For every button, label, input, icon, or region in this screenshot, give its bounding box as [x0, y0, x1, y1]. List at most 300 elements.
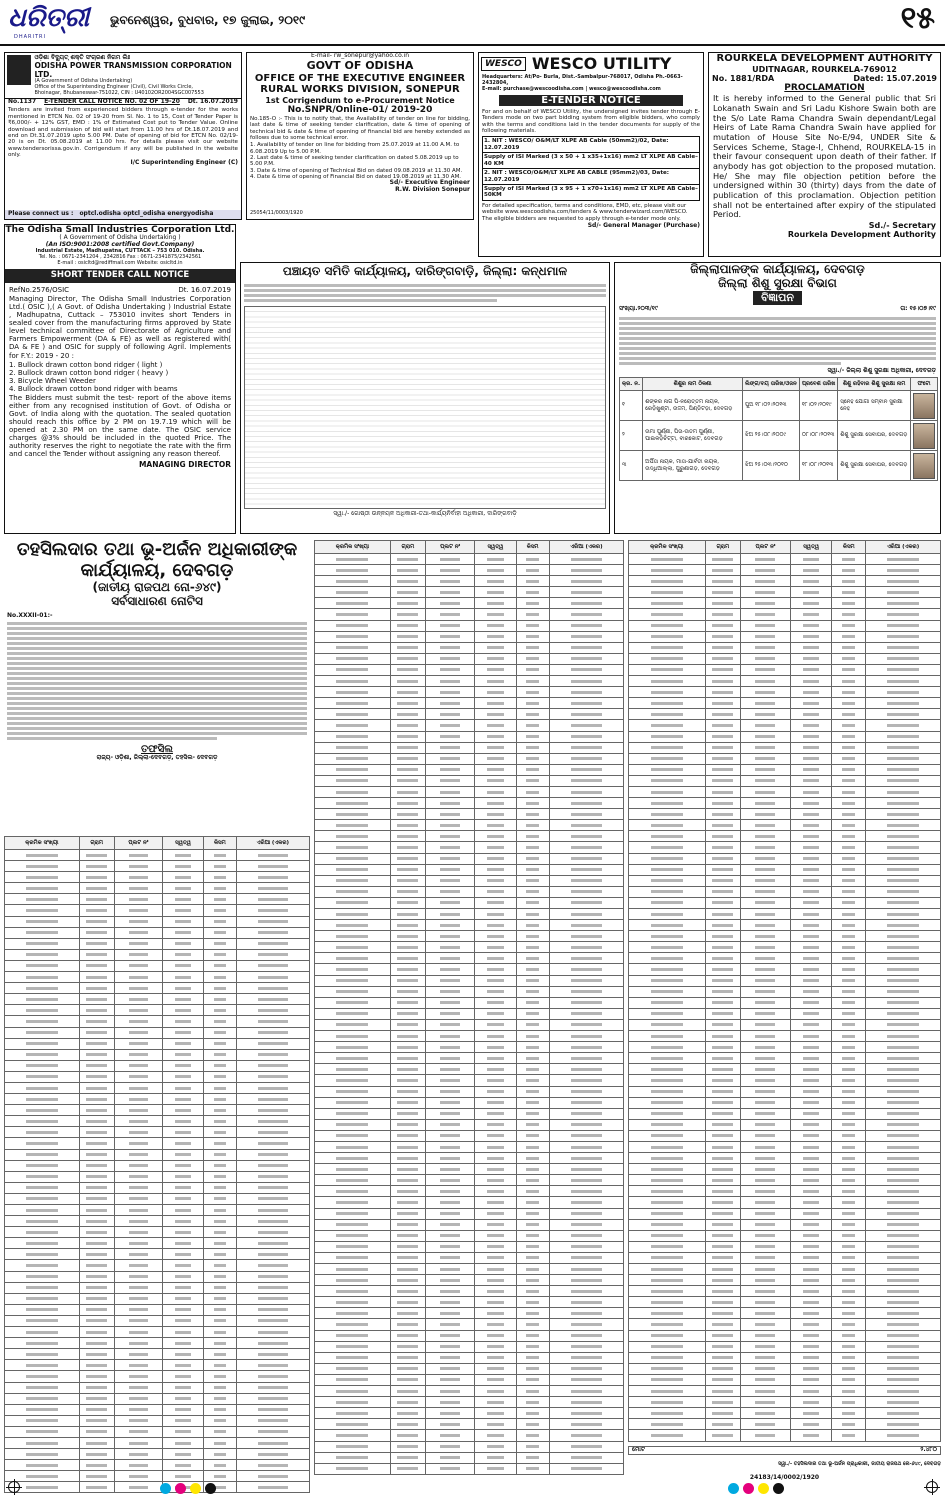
- table-cell: [203, 905, 236, 916]
- table-row: [315, 1053, 624, 1064]
- table-cell: [236, 1171, 309, 1182]
- table-cell: [236, 1482, 309, 1493]
- land-schedule-header: କ୍ରମିକ ସଂଖ୍ୟା: [629, 541, 706, 554]
- table-cell: [516, 764, 549, 775]
- table-cell: ଉମା ପୁର୍ଣ୍ଣୀ, ପିତା-ଉତମ ପୁର୍ଣ୍ଣୀ, ପାଇକଡ଼ିଚିଟ୍ଟା, ବାରକୋଟ, ଦେବଗଡ଼: [643, 421, 743, 451]
- table-cell: ଝିଅ ୨୫।୦୮।୨୦୦୯: [742, 421, 799, 451]
- table-cell: [629, 631, 706, 642]
- table-cell: [236, 1238, 309, 1249]
- table-cell: [705, 1319, 740, 1330]
- table-cell: [832, 1208, 866, 1219]
- table-cell: [832, 1341, 866, 1352]
- table-row: [315, 1441, 624, 1452]
- table-cell: [5, 1315, 80, 1326]
- table-cell: [866, 1086, 941, 1097]
- table-cell: [203, 994, 236, 1005]
- th-title2: କାର୍ଯ୍ୟାଳୟ, ଦେବଗଡ଼: [80, 559, 234, 581]
- table-cell: [790, 1241, 832, 1252]
- table-cell: [832, 1264, 866, 1275]
- table-cell: [549, 809, 623, 820]
- table-row: [5, 1260, 310, 1271]
- table-cell: [549, 1275, 623, 1286]
- table-cell: [390, 886, 425, 897]
- table-cell: [475, 598, 516, 609]
- table-cell: [79, 1249, 114, 1260]
- table-row: [315, 664, 624, 675]
- table-row: [5, 949, 310, 960]
- table-cell: [475, 1452, 516, 1463]
- table-row: [629, 1153, 941, 1164]
- table-cell: [705, 731, 740, 742]
- table-cell: [425, 909, 474, 920]
- table-cell: [315, 1319, 391, 1330]
- table-row: [629, 1141, 941, 1152]
- table-cell: [832, 620, 866, 631]
- rwd-line5: No.SNPR/Online-01/ 2019-20: [287, 104, 433, 115]
- table-cell: [236, 1049, 309, 1060]
- table-cell: [705, 1197, 740, 1208]
- table-cell: [203, 1105, 236, 1116]
- table-cell: [390, 864, 425, 875]
- table-cell: [549, 1175, 623, 1186]
- wesco-body: For and on behalf of WESCO Utility, the undersigned invites tender through E-Tenders mode on two part bidding system from eligible bidders, who comply with the terms and conditions laid in the tender documents for supply of the following materials.: [482, 109, 700, 135]
- table-cell: [549, 975, 623, 986]
- table-cell: [629, 875, 706, 886]
- table-cell: [629, 853, 706, 864]
- osic-sub1: ( A Government of Odisha Undertaking ): [59, 234, 181, 242]
- table-row: [315, 1297, 624, 1308]
- table-cell: [516, 1164, 549, 1175]
- table-cell: [475, 1252, 516, 1263]
- table-cell: [629, 620, 706, 631]
- table-cell: [705, 1186, 740, 1197]
- table-cell: [516, 1441, 549, 1452]
- table-cell: [705, 1086, 740, 1097]
- table-cell: ଅର୍ପିତା ନାୟକ, ମାତା-ଯାର୍ବତୀ ନାୟକ, ଉଦ୍ଧିଆଲ୍ଲା, ପୁରୁଣାଗଡ଼, ଦେବଗଡ଼: [643, 451, 743, 481]
- table-cell: [866, 1241, 941, 1252]
- table-cell: [163, 1094, 204, 1105]
- table-cell: [705, 1164, 740, 1175]
- table-cell: [5, 872, 80, 883]
- table-cell: [741, 1275, 791, 1286]
- table-cell: [629, 554, 706, 565]
- table-cell: [516, 1141, 549, 1152]
- table-cell: [790, 631, 832, 642]
- table-row: [5, 850, 310, 861]
- table-cell: [832, 975, 866, 986]
- table-cell: [315, 753, 391, 764]
- table-cell: [475, 1008, 516, 1019]
- table-cell: [315, 1441, 391, 1452]
- rda-sig1: Sd./- Secretary: [868, 220, 936, 230]
- table-cell: [705, 631, 740, 642]
- table-cell: [236, 1327, 309, 1338]
- table-cell: [475, 676, 516, 687]
- table-cell: [390, 1097, 425, 1108]
- table-cell: [705, 687, 740, 698]
- table-cell: [203, 894, 236, 905]
- table-cell: [79, 1049, 114, 1060]
- table-cell: [390, 964, 425, 975]
- th-state-line: ରାଜ୍ୟ- ଓଡ଼ିଶା, ଜିଲ୍ଲା-ଦେବଗଡ଼, ତହସିଲ- ଦେବଗଡ଼: [96, 754, 218, 762]
- land-schedule-header: କ୍ରମିକ ସଂଖ୍ୟା: [5, 837, 80, 850]
- table-cell: [705, 1374, 740, 1385]
- table-cell: [832, 1352, 866, 1363]
- table-cell: [790, 1374, 832, 1385]
- table-cell: [114, 1449, 163, 1460]
- table-cell: [790, 653, 832, 664]
- table-row: [629, 687, 941, 698]
- table-row: [629, 731, 941, 742]
- table-cell: [425, 1164, 474, 1175]
- table-cell: [832, 742, 866, 753]
- table-row: [315, 931, 624, 942]
- table-cell: [425, 1208, 474, 1219]
- table-row: [629, 753, 941, 764]
- table-cell: [475, 1363, 516, 1374]
- optcl-name: ODISHA POWER TRANSMISSION CORPORATION LTD.: [34, 60, 232, 79]
- table-cell: [705, 1119, 740, 1130]
- table-row: [315, 1042, 624, 1053]
- table-cell: [5, 1027, 80, 1038]
- table-cell: [425, 1064, 474, 1075]
- table-cell: [79, 1205, 114, 1216]
- child-photo-icon: [913, 423, 935, 449]
- table-cell: [475, 1053, 516, 1064]
- table-cell: [790, 942, 832, 953]
- table-cell: [475, 1297, 516, 1308]
- table-cell: [475, 1419, 516, 1430]
- table-cell: [790, 1397, 832, 1408]
- table-cell: [114, 916, 163, 927]
- table-cell: [315, 1463, 391, 1474]
- table-row: [315, 1075, 624, 1086]
- table-cell: [516, 1452, 549, 1463]
- table-cell: [705, 565, 740, 576]
- table-cell: [203, 1415, 236, 1426]
- osic-body2: The Bidders must submit the test- report of the above items either from any recognised institution of Govt. of Odisha or Govt. of India along with the quotation. The sealed quotation should reach this office by 2 PM on 19.7.19 which will be opened at 2.30 PM on the same date. The OSIC service charges @3% should be included in the quoted Price. The authority reserves the right to negotiate the rate with the firm and cancel the Tender without assigning any reason thereof.: [9, 393, 231, 459]
- table-cell: [315, 1197, 391, 1208]
- table-cell: [390, 931, 425, 942]
- table-cell: [705, 1352, 740, 1363]
- table-row: [315, 1164, 624, 1175]
- table-cell: [549, 1463, 623, 1474]
- table-cell: [236, 1460, 309, 1471]
- table-cell: [516, 1241, 549, 1252]
- rda-address: UDITNAGAR, ROURKELA-769012: [752, 64, 897, 74]
- table-cell: [390, 631, 425, 642]
- table-cell: [790, 742, 832, 753]
- table-cell: [475, 1275, 516, 1286]
- table-cell: [549, 1341, 623, 1352]
- table-cell: [790, 809, 832, 820]
- table-cell: [315, 1141, 391, 1152]
- table-cell: [705, 786, 740, 797]
- table-cell: [832, 942, 866, 953]
- table-row: [5, 1094, 310, 1105]
- table-cell: [866, 609, 941, 620]
- table-cell: [549, 1219, 623, 1230]
- table-row: [315, 909, 624, 920]
- table-cell: [516, 698, 549, 709]
- table-cell: [5, 883, 80, 894]
- table-cell: [741, 1108, 791, 1119]
- land-schedule-header: ଗ୍ରାମ: [390, 541, 425, 554]
- table-cell: [236, 994, 309, 1005]
- table-cell: [790, 1219, 832, 1230]
- table-row: [629, 953, 941, 964]
- table-cell: [549, 997, 623, 1008]
- table-cell: [163, 1260, 204, 1271]
- table-cell: [475, 1264, 516, 1275]
- table-cell: [79, 1327, 114, 1338]
- table-cell: [425, 853, 474, 864]
- table-row: [5, 1360, 310, 1371]
- osic-tel: Tel. No. : 0671-2341204 , 2342816 Fax : 0671-2341875/2342561: [38, 253, 202, 260]
- table-cell: [705, 964, 740, 975]
- table-row: [315, 1252, 624, 1263]
- table-cell: [475, 842, 516, 853]
- table-cell: [236, 1249, 309, 1260]
- table-row: [629, 620, 941, 631]
- table-cell: [79, 1182, 114, 1193]
- table-cell: [79, 927, 114, 938]
- table-cell: [832, 831, 866, 842]
- table-cell: [866, 1008, 941, 1019]
- table-cell: [516, 1297, 549, 1308]
- table-cell: [425, 753, 474, 764]
- table-cell: [236, 960, 309, 971]
- table-cell: [390, 565, 425, 576]
- rda-body: It is hereby informed to the General public that Sri Lokanath Swain and Sri Ladu Kishore Swain both are the S/o Late Rama Chandra Swain dependant/Legal Heirs of Late Rama Chandra Swain have applied for mutation of House Site No-E/94, UNDER Site & Services Scheme, Stage-I, Chhend, ROURKELA-15 in their favour consequent upon death of their father. If anybody has got objection to the proposed mutation. He/ She may file objection petition before the undersigned within 30 (thirty) days from the date of publication of this proclamation. Objection petition shall not be entertained after expiry of the stipulated Period.: [713, 93, 936, 220]
- table-cell: [163, 894, 204, 905]
- th-ref: No.XXXII-01:-: [7, 611, 53, 619]
- table-cell: [425, 798, 474, 809]
- table-cell: [705, 1430, 740, 1441]
- table-cell: [236, 1260, 309, 1271]
- table-cell: [475, 554, 516, 565]
- rwd-code: 25054/11/0003/1920: [250, 210, 303, 217]
- table-cell: [425, 1108, 474, 1119]
- table-cell: ପୁଅ ୧୮।୦୨।୨୦୧୩: [742, 391, 799, 421]
- table-cell: [866, 687, 941, 698]
- table-cell: [5, 1182, 80, 1193]
- table-row: [629, 831, 941, 842]
- table-cell: [629, 1419, 706, 1430]
- table-cell: [79, 1393, 114, 1404]
- land-schedule-header: କିସମ: [516, 541, 549, 554]
- table-row: [315, 1130, 624, 1141]
- table-row: [315, 587, 624, 598]
- table-cell: [629, 931, 706, 942]
- table-row: [315, 576, 624, 587]
- table-cell: [866, 798, 941, 809]
- table-cell: [5, 949, 80, 960]
- table-cell: [236, 1182, 309, 1193]
- table-cell: [516, 1097, 549, 1108]
- table-cell: [315, 1208, 391, 1219]
- table-cell: [114, 1105, 163, 1116]
- table-cell: [425, 576, 474, 587]
- table-cell: [203, 916, 236, 927]
- land-schedule-header: ଏରିଆ (ଏକର): [236, 837, 309, 850]
- osic-item: 2. Bullock drawn cotton bond ridger ( heavy ): [9, 368, 169, 377]
- table-cell: [790, 1031, 832, 1042]
- table-cell: [5, 938, 80, 949]
- table-cell: [315, 1341, 391, 1352]
- table-row: [5, 872, 310, 883]
- table-cell: [790, 986, 832, 997]
- table-cell: [741, 1374, 791, 1385]
- table-cell: [741, 864, 791, 875]
- table-cell: [832, 986, 866, 997]
- table-cell: [516, 997, 549, 1008]
- table-cell: [203, 1016, 236, 1027]
- table-cell: [705, 742, 740, 753]
- table-row: [315, 620, 624, 631]
- table-cell: [475, 576, 516, 587]
- color-swatch-icon: [205, 1483, 216, 1494]
- table-cell: [866, 642, 941, 653]
- table-cell: [390, 975, 425, 986]
- table-cell: [425, 664, 474, 675]
- table-cell: [866, 1386, 941, 1397]
- cp-header-cell: କ୍ର. ନ.: [620, 378, 643, 391]
- land-schedule-header: ସ୍ୱତ୍ୱ: [475, 541, 516, 554]
- table-cell: [516, 942, 549, 953]
- table-cell: [425, 1363, 474, 1374]
- table-cell: [475, 565, 516, 576]
- color-swatch-icon: [175, 1483, 186, 1494]
- table-cell: [741, 676, 791, 687]
- table-cell: [315, 1430, 391, 1441]
- table-cell: [315, 731, 391, 742]
- th-table-col3: [628, 540, 941, 1442]
- table-cell: [390, 1275, 425, 1286]
- table-cell: [741, 986, 791, 997]
- table-cell: [475, 731, 516, 742]
- table-cell: [5, 1415, 80, 1426]
- table-cell: [203, 1094, 236, 1105]
- table-cell: [425, 687, 474, 698]
- table-cell: [629, 1031, 706, 1042]
- table-cell: [741, 1419, 791, 1430]
- table-cell: [425, 1186, 474, 1197]
- table-cell: [163, 872, 204, 883]
- table-cell: [114, 1482, 163, 1493]
- table-cell: [163, 1049, 204, 1060]
- table-cell: [203, 927, 236, 938]
- table-cell: [79, 1160, 114, 1171]
- optcl-footer: Please connect us :: [8, 210, 74, 218]
- table-cell: [475, 953, 516, 964]
- wesco-nit1: 1. NIT : WESCO/ O&M/LT XLPE AB Cable (50mm2)/02, Date: 12.07.2019: [483, 137, 699, 153]
- table-cell: [866, 1164, 941, 1175]
- table-cell: [236, 1116, 309, 1127]
- table-cell: [629, 1386, 706, 1397]
- table-cell: [79, 1094, 114, 1105]
- table-cell: [315, 709, 391, 720]
- child-photo: [910, 421, 937, 451]
- table-cell: [705, 1230, 740, 1241]
- table-cell: [203, 1382, 236, 1393]
- table-cell: [5, 1049, 80, 1060]
- page-number: ୧୫: [900, 1, 935, 36]
- table-cell: [315, 1308, 391, 1319]
- table-cell: [866, 1119, 941, 1130]
- table-cell: [5, 972, 80, 983]
- table-cell: [790, 554, 832, 565]
- table-cell: [475, 1086, 516, 1097]
- table-row: [629, 1164, 941, 1175]
- table-cell: [390, 753, 425, 764]
- table-cell: [390, 698, 425, 709]
- cp-title1: ଜିଲ୍ଲାପାଳଙ୍କ କାର୍ଯ୍ୟାଳୟ, ଦେବଗଡ଼: [690, 262, 865, 276]
- table-cell: [832, 931, 866, 942]
- table-cell: [5, 1393, 80, 1404]
- table-cell: [866, 565, 941, 576]
- table-cell: [5, 1404, 80, 1415]
- table-cell: [236, 1426, 309, 1437]
- table-cell: [549, 1042, 623, 1053]
- table-cell: [5, 1060, 80, 1071]
- table-row: [5, 1227, 310, 1238]
- land-schedule-header: ଏରିଆ (ଏକର): [549, 541, 623, 554]
- table-cell: [832, 698, 866, 709]
- wesco-details: For detailed specification, terms and conditions, EMD, etc, please visit our website www.wescoodisha.com/tenders & www.tenderwizard.com/WESCO.: [482, 202, 688, 216]
- table-cell: [832, 576, 866, 587]
- table-cell: [475, 1031, 516, 1042]
- wesco-notice-title: E-TENDER NOTICE: [499, 95, 683, 107]
- table-cell: [705, 576, 740, 587]
- table-cell: [629, 576, 706, 587]
- table-row: [629, 1208, 941, 1219]
- table-cell: [866, 1075, 941, 1086]
- table-cell: [203, 872, 236, 883]
- table-cell: [549, 1230, 623, 1241]
- table-cell: [79, 938, 114, 949]
- table-cell: [832, 554, 866, 565]
- table-cell: [549, 1208, 623, 1219]
- table-cell: [549, 1374, 623, 1385]
- table-cell: [315, 598, 391, 609]
- table-cell: [705, 1252, 740, 1263]
- table-cell: [741, 920, 791, 931]
- table-cell: [549, 753, 623, 764]
- table-cell: [390, 986, 425, 997]
- table-cell: [516, 554, 549, 565]
- table-cell: [705, 1264, 740, 1275]
- table-cell: [5, 1449, 80, 1460]
- table-cell: [475, 875, 516, 886]
- table-cell: [629, 1108, 706, 1119]
- table-cell: [390, 786, 425, 797]
- table-cell: [315, 1019, 391, 1030]
- table-cell: ଶଙ୍କର ନାଗ ପି-ନରୋତ୍ତମ ନାୟକ, ରେଡ଼ିଖୁଣ୍ଟା, ଉଦ୍ଦମ, ପିଣ୍ଡିଟଡ଼ା, ଦେବଗଡ଼: [643, 391, 743, 421]
- table-cell: [114, 1426, 163, 1437]
- table-cell: [163, 861, 204, 872]
- table-row: [315, 753, 624, 764]
- table-cell: [866, 698, 941, 709]
- table-cell: [114, 1227, 163, 1238]
- table-cell: [629, 1352, 706, 1363]
- table-cell: [163, 905, 204, 916]
- table-cell: [203, 1027, 236, 1038]
- table-row: [315, 1153, 624, 1164]
- table-cell: [866, 931, 941, 942]
- table-cell: [475, 864, 516, 875]
- table-cell: [79, 1238, 114, 1249]
